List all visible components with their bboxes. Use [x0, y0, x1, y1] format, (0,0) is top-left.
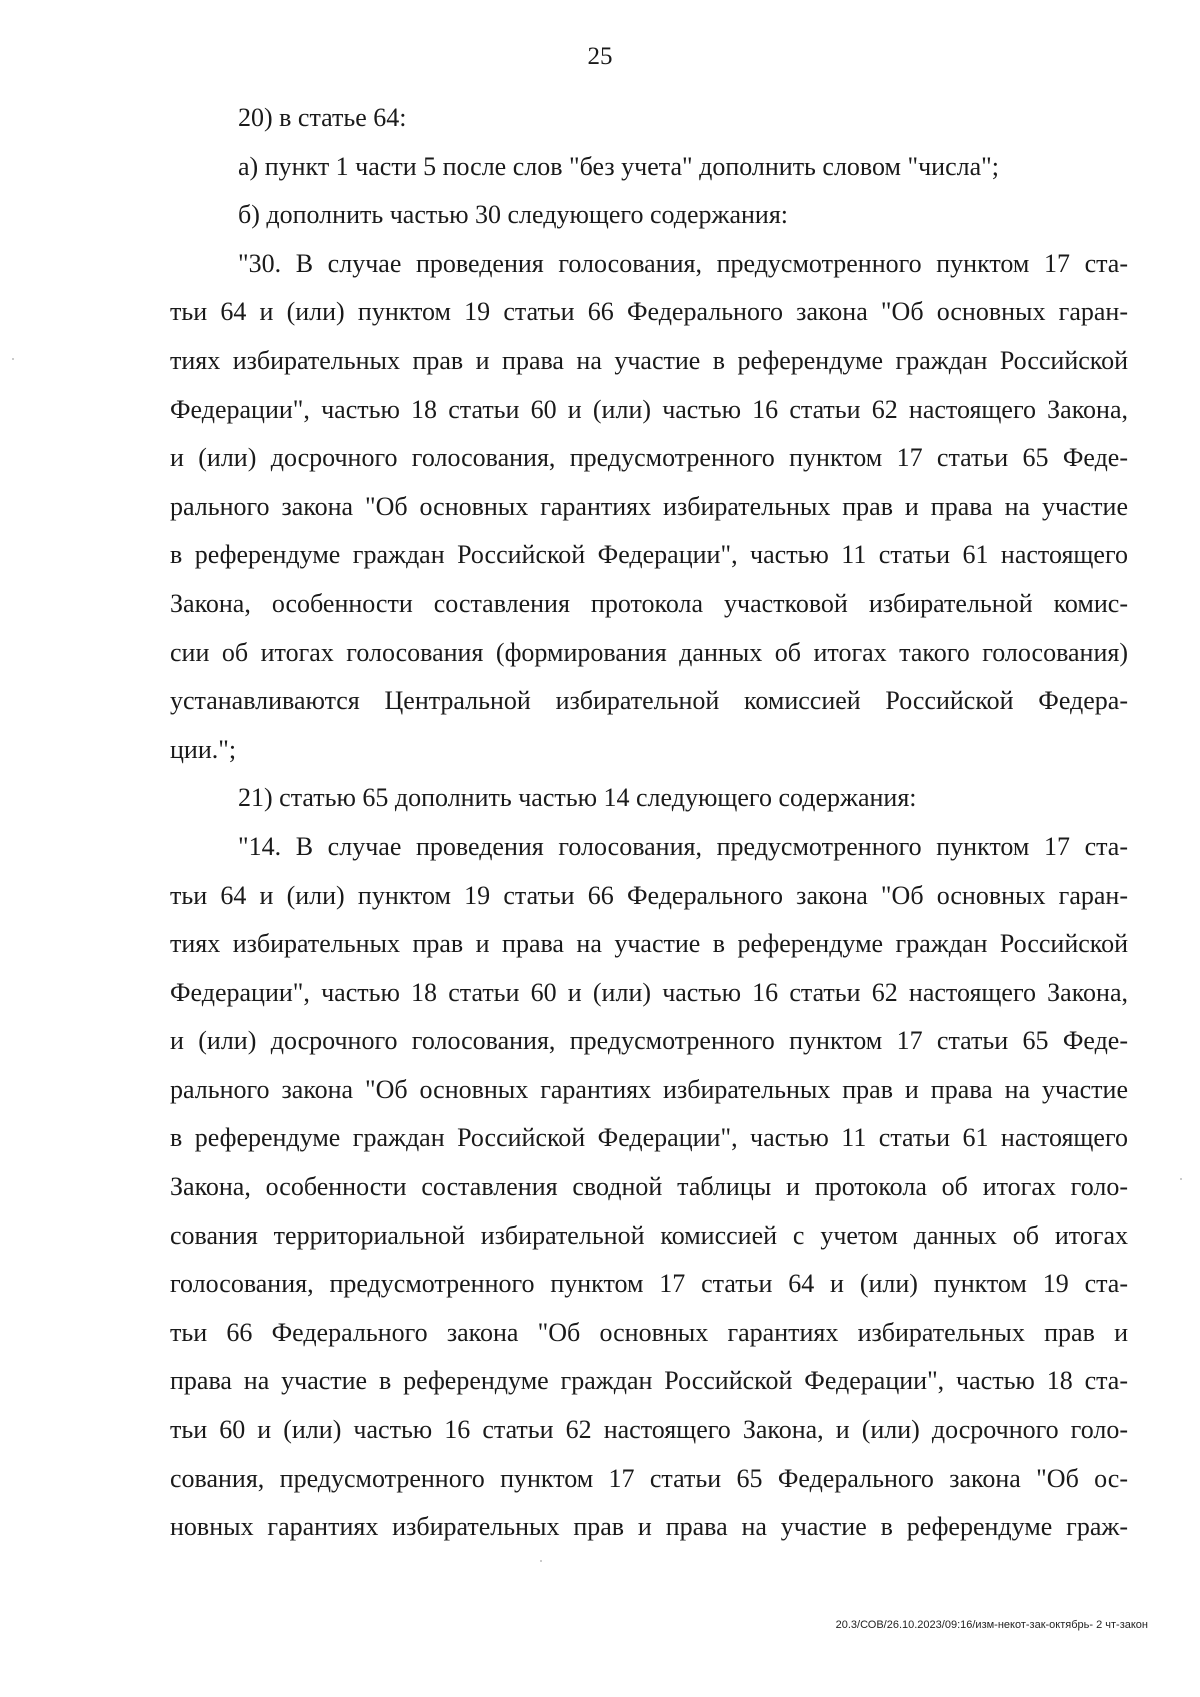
- text-line: и (или) досрочного голосования, предусмотренного пунктом 17 статьи 65 Феде-: [170, 443, 1128, 473]
- document-body: [170, 94, 1128, 1552]
- text-line: Федерации", частью 18 статьи 60 и (или) частью 16 статьи 62 настоящего Закона,: [170, 394, 1128, 424]
- text-line: тьи 64 и (или) пунктом 19 статьи 66 Федерального закона "Об основных гаран-: [170, 880, 1128, 910]
- text-line: Федерации", частью 18 статьи 60 и (или) частью 16 статьи 62 настоящего Закона,: [170, 977, 1128, 1007]
- text-line: устанавливаются Центральной избирательной комиссией Российской Федера-: [170, 686, 1128, 716]
- text-line: Закона, особенности составления сводной таблицы и протокола об итогах голо-: [170, 1172, 1128, 1202]
- text-line: сования территориальной избирательной комиссией с учетом данных об итогах: [170, 1220, 1128, 1250]
- text-line: права на участие в референдуме граждан Российской Федерации", частью 18 ста-: [170, 1366, 1128, 1396]
- text-line: тьи 60 и (или) частью 16 статьи 62 настоящего Закона, и (или) досрочного голо-: [170, 1415, 1128, 1445]
- text-line: голосования, предусмотренного пунктом 17 статьи 64 и (или) пунктом 19 ста-: [170, 1269, 1128, 1299]
- text-line: 20) в статье 64:: [238, 103, 407, 132]
- text-line: тиях избирательных прав и права на участие в референдуме граждан Российской: [170, 345, 1128, 375]
- text-line: в референдуме граждан Российской Федерации", частью 11 статьи 61 настоящего: [170, 1123, 1128, 1153]
- text-line: в референдуме граждан Российской Федерации", частью 11 статьи 61 настоящего: [170, 540, 1128, 570]
- text-line: тьи 64 и (или) пунктом 19 статьи 66 Федерального закона "Об основных гаран-: [170, 297, 1128, 327]
- text-line: рального закона "Об основных гарантиях избирательных прав и права на участие: [170, 1074, 1128, 1104]
- text-line: тиях избирательных прав и права на участие в референдуме граждан Российской: [170, 929, 1128, 959]
- text-line: а) пункт 1 части 5 после слов "без учета" дополнить словом "числа";: [238, 151, 999, 181]
- page-number: 25: [587, 43, 613, 70]
- text-line: тьи 66 Федерального закона "Об основных гарантиях избирательных прав и: [170, 1317, 1128, 1347]
- scan-speck: [1180, 1178, 1182, 1180]
- text-line: ции.";: [170, 734, 237, 764]
- text-line: 21) статью 65 дополнить частью 14 следующего содержания:: [238, 783, 917, 813]
- text-line: "14. В случае проведения голосования, предусмотренного пунктом 17 ста-: [238, 831, 1128, 861]
- text-line: б) дополнить частью 30 следующего содержания:: [238, 200, 789, 230]
- text-line: и (или) досрочного голосования, предусмотренного пунктом 17 статьи 65 Феде-: [170, 1026, 1128, 1056]
- scan-speck: [12, 358, 14, 360]
- text-line: новных гарантиях избирательных прав и права на участие в референдуме граж-: [170, 1512, 1128, 1542]
- text-line: сования, предусмотренного пунктом 17 статьи 65 Федерального закона "Об ос-: [170, 1463, 1128, 1493]
- document-footer-code: 20.3/СОВ/26.10.2023/09:16/изм-некот-зак-октябрь- 2 чт-закон: [835, 1619, 1148, 1631]
- text-line: "30. В случае проведения голосования, предусмотренного пунктом 17 ста-: [238, 248, 1128, 278]
- text-line: сии об итогах голосования (формирования данных об итогах такого голосования): [170, 637, 1128, 667]
- text-line: рального закона "Об основных гарантиях избирательных прав и права на участие: [170, 491, 1128, 521]
- scan-speck: [540, 1560, 542, 1562]
- text-line: Закона, особенности составления протокола участковой избирательной комис-: [170, 588, 1128, 618]
